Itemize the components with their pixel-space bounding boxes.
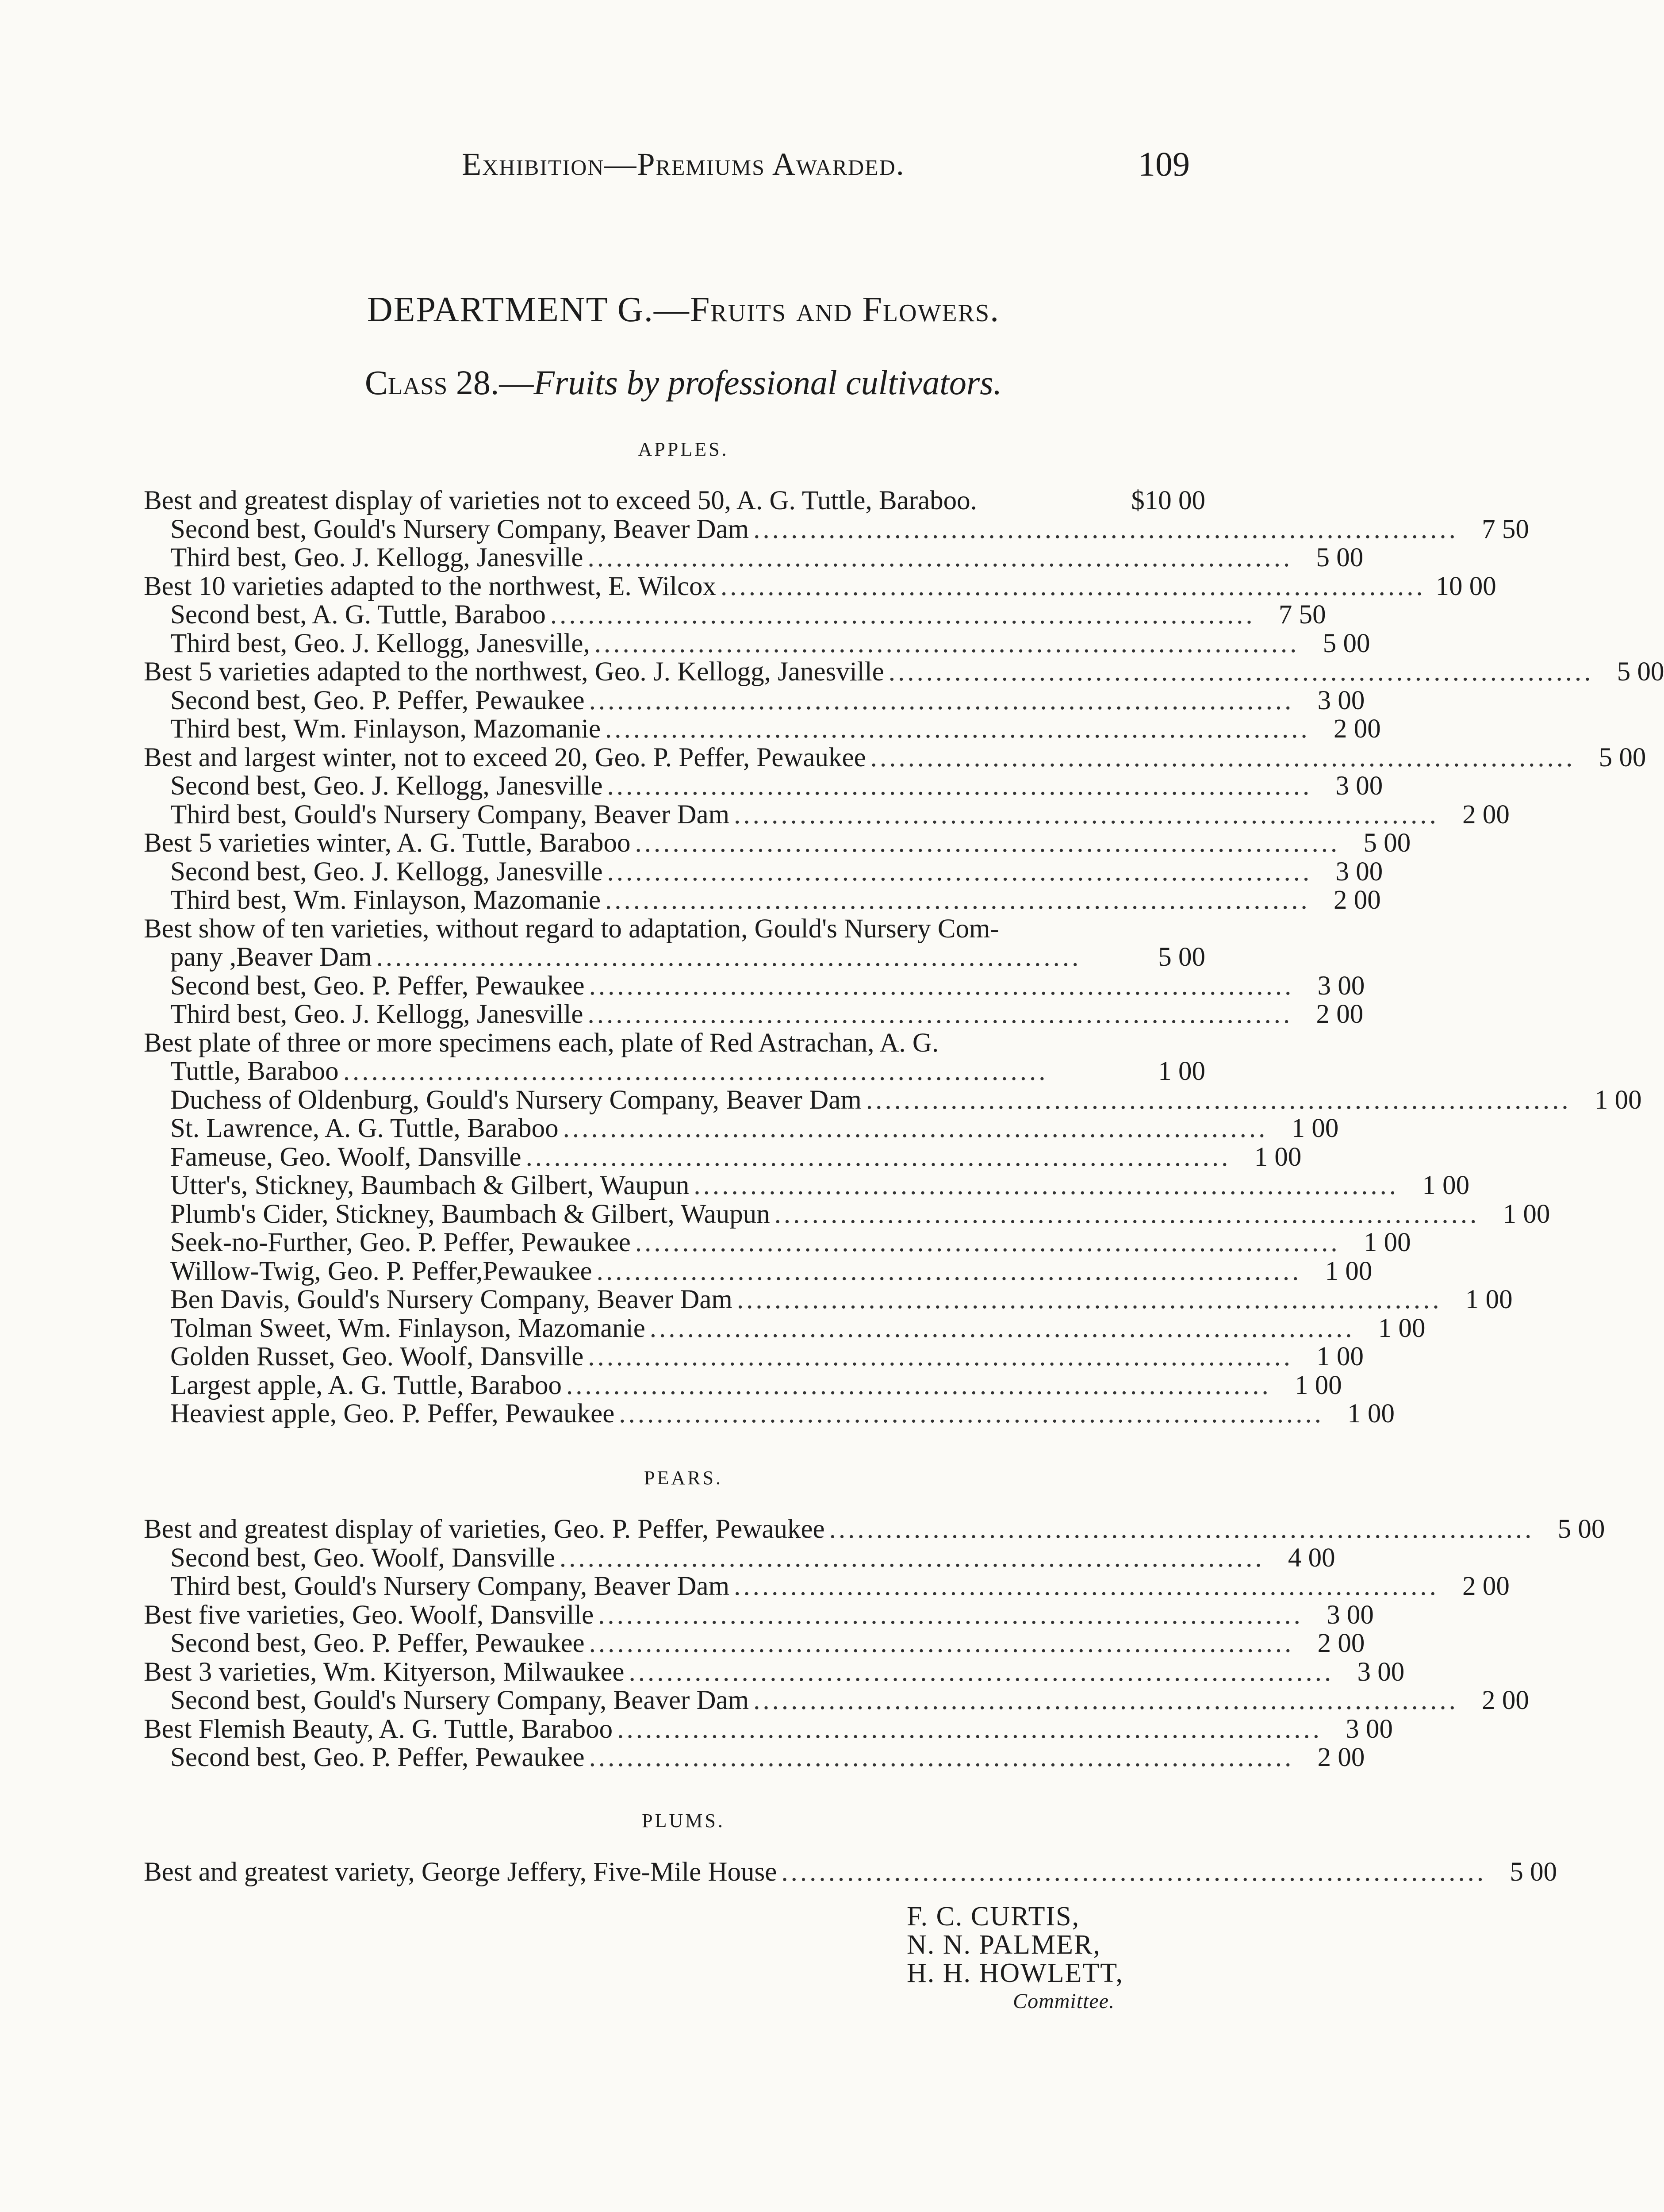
list-item: Fameuse, Geo. Woolf, Dansville ........................................................................... 1 00 (170, 1142, 1302, 1172)
list-item: Seek-no-Further, Geo. P. Peffer, Pewaukee ........................................................................... 1 00 (170, 1228, 1411, 1257)
list-item: Second best, Geo. Woolf, Dansville ........................................................................... 4 00 (170, 1543, 1335, 1573)
list-item: Second best, Geo. P. Peffer, Pewaukee ........................................................................... 3 00 (170, 971, 1365, 1001)
list-item: Best 5 varieties winter, A. G. Tuttle, Baraboo ........................................................................... 5 00 (144, 828, 1411, 858)
list-item: Largest apple, A. G. Tuttle, Baraboo ........................................................................... 1 00 (170, 1370, 1342, 1400)
list-item: Second best, Geo. J. Kellogg, Janesville ........................................................................... 3 00 (170, 856, 1383, 887)
department-name: Fruits and Flowers. (690, 290, 1000, 329)
running-header-title: Exhibition—Premiums Awarded. (462, 146, 905, 182)
list-item: Third best, Geo. J. Kellogg, Janesville, ........................................................................... 5 00 (170, 628, 1370, 658)
list-item: Best and largest winter, not to exceed 20, Geo. P. Peffer, Pewaukee ........................................................................... 5 00 (144, 742, 1646, 772)
list-item: Second best, Geo. P. Peffer, Pewaukee ........................................................................... 2 00 (170, 1743, 1365, 1772)
list-item: Best plate of three or more specimens each, plate of Red Astrachan, A. G. (144, 1028, 939, 1058)
committee-member: N. N. PALMER, (907, 1930, 1101, 1960)
class-subtitle: Fruits by professional cultivators. (533, 363, 1002, 402)
list-item: Second best, Gould's Nursery Company, Beaver Dam ........................................................................... 2 00 (170, 1686, 1529, 1715)
page-number: 109 (1138, 145, 1190, 183)
list-item: Second best, Geo. P. Peffer, Pewaukee ........................................................................... 3 00 (170, 685, 1365, 715)
list-item: Best and greatest variety, George Jeffery, Five-Mile House ........................................................................... 5 00 (144, 1857, 1557, 1887)
list-item: Third best, Geo. J. Kellogg, Janesville ........................................................................... 2 00 (170, 999, 1364, 1029)
list-item: Second best, Geo. J. Kellogg, Janesville ........................................................................... 3 00 (170, 771, 1383, 801)
list-item: Second best, Gould's Nursery Company, Beaver Dam ........................................................................... 7 50 (170, 514, 1529, 544)
list-item: Utter's, Stickney, Baumbach & Gilbert, Waupun ........................................................................... 1 00 (170, 1171, 1470, 1200)
list-item: Third best, Gould's Nursery Company, Beaver Dam ........................................................................... 2 00 (170, 799, 1510, 830)
list-item: Third best, Wm. Finlayson, Mazomanie ........................................................................... 2 00 (170, 714, 1381, 744)
list-item: pany ,Beaver Dam ........................................................................... 5 00 (170, 942, 1205, 972)
list-item: Best 5 varieties adapted to the northwest, Geo. J. Kellogg, Janesville ........................................................................... 5 00 (144, 657, 1664, 687)
list-item: Second best, Geo. P. Peffer, Pewaukee ........................................................................... 2 00 (170, 1628, 1365, 1658)
committee-role: Committee. (1013, 1989, 1115, 2013)
committee-signature (907, 1902, 1123, 2016)
list-item: Duchess of Oldenburg, Gould's Nursery Company, Beaver Dam ........................................................................... 1 00 (170, 1085, 1642, 1115)
class-prefix: Class (364, 363, 448, 402)
list-item: Best 3 varieties, Wm. Kityerson, Milwaukee ........................................................................... 3 00 (144, 1657, 1405, 1687)
class-number: 28.— (456, 363, 534, 402)
committee-member: H. H. HOWLETT, (907, 1958, 1124, 1988)
list-item: Third best, Gould's Nursery Company, Beaver Dam ........................................................................... 2 00 (170, 1571, 1510, 1601)
section-heading-apples: APPLES. (638, 438, 729, 460)
list-item: Best five varieties, Geo. Woolf, Dansville ........................................................................... 3 00 (144, 1600, 1374, 1630)
pears-list (144, 1514, 1605, 1772)
department-prefix: DEPARTMENT G.— (367, 290, 690, 329)
section-heading-plums: PLUMS. (642, 1810, 725, 1832)
list-item: Golden Russet, Geo. Woolf, Dansville ........................................................................... 1 00 (170, 1342, 1364, 1371)
running-header (146, 146, 1221, 195)
committee-member: F. C. CURTIS, (907, 1901, 1080, 1932)
list-item: Third best, Geo. J. Kellogg, Janesville ........................................................................... 5 00 (170, 543, 1364, 572)
list-item: Best show of ten varieties, without regard to adaptation, Gould's Nursery Com- (144, 914, 999, 944)
list-item: Tolman Sweet, Wm. Finlayson, Mazomanie ........................................................................... 1 00 (170, 1313, 1426, 1343)
list-item: Second best, A. G. Tuttle, Baraboo ........................................................................... 7 50 (170, 600, 1326, 630)
list-item: Best and greatest display of varieties, Geo. P. Peffer, Pewaukee ........................................................................... 5 00 (144, 1514, 1605, 1544)
section-heading-pears: PEARS. (644, 1467, 723, 1489)
list-item: Third best, Wm. Finlayson, Mazomanie ........................................................................... 2 00 (170, 885, 1381, 915)
department-heading (0, 290, 1367, 330)
class-heading (0, 363, 1367, 403)
list-item: Tuttle, Baraboo ........................................................................... 1 00 (170, 1056, 1205, 1086)
list-item: Best and greatest display of varieties not to exceed 50, A. G. Tuttle, Baraboo. $10 00 (144, 486, 1205, 515)
list-item: Ben Davis, Gould's Nursery Company, Beaver Dam ........................................................................... 1 00 (170, 1285, 1513, 1314)
list-item: Willow-Twig, Geo. P. Peffer,Pewaukee ........................................................................... 1 00 (170, 1256, 1373, 1286)
apples-list (144, 486, 1664, 1429)
list-item: St. Lawrence, A. G. Tuttle, Baraboo ........................................................................... 1 00 (170, 1114, 1339, 1143)
list-item: Best 10 varieties adapted to the northwest, E. Wilcox ........................................................................... 10 00 (144, 571, 1496, 601)
list-item: Heaviest apple, Geo. P. Peffer, Pewaukee ........................................................................... 1 00 (170, 1399, 1395, 1429)
list-item: Plumb's Cider, Stickney, Baumbach & Gilbert, Waupun ........................................................................... 1 00 (170, 1199, 1550, 1229)
list-item: Best Flemish Beauty, A. G. Tuttle, Baraboo ........................................................................... 3 00 (144, 1714, 1393, 1744)
plums-list (144, 1857, 1557, 1887)
